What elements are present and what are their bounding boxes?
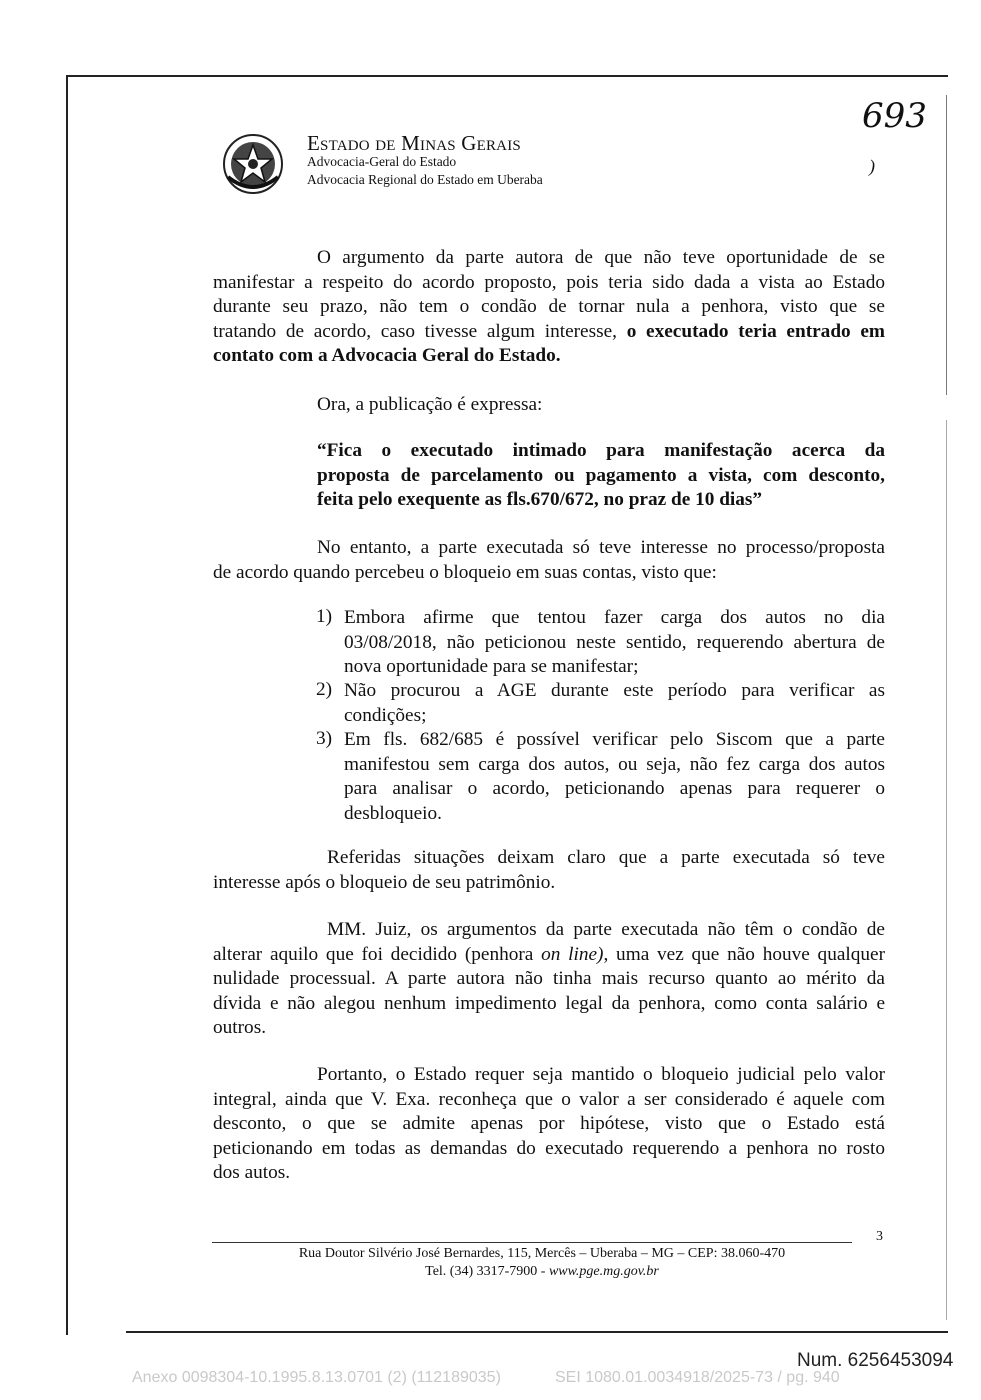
quote-line: proposta de parcelamento ou pagamento a vista, com desconto, xyxy=(317,464,885,486)
frame-bottom-line xyxy=(126,1331,948,1333)
p6-line: integral, ainda que V. Exa. reconheça que o valor a ser considerado é aquele com xyxy=(213,1088,885,1110)
paragraph-1 xyxy=(213,246,885,369)
frame-right-line xyxy=(946,95,947,395)
p6-line: peticionando em todas as demandas do executado requerendo a penhora no rosto xyxy=(213,1137,885,1159)
list-line: nova oportunidade para se manifestar; xyxy=(344,656,639,677)
p5-line: nulidade processual. A parte autora não tinha mais recurso quanto ao mérito da xyxy=(213,968,885,989)
state-coat-of-arms-icon xyxy=(222,133,284,195)
footer-website-link[interactable]: www.pge.mg.gov.br xyxy=(548,1264,659,1279)
regional-office-name: Advocacia Regional do Estado em Uberaba xyxy=(307,172,543,187)
p1-line: tratando de acordo, caso tivesse algum interesse, o executado teria entrado em xyxy=(213,320,885,342)
list-line: manifestou sem carga dos autos, ou seja, não fez carga dos autos xyxy=(344,753,885,775)
sei-stamp: SEI 1080.01.0034918/2025-73 / pg. 940 xyxy=(555,1369,840,1386)
frame-right-line-2 xyxy=(946,420,947,1320)
p3-line: No entanto, a parte executada só teve interesse no processo/proposta xyxy=(317,537,885,558)
list-line: desbloqueio. xyxy=(344,802,442,824)
document-number: Num. 6256453094 xyxy=(797,1350,954,1371)
footer-rule xyxy=(212,1242,852,1243)
list-line: 03/08/2018, não peticionou neste sentido, requerendo abertura de xyxy=(344,631,885,653)
list-text xyxy=(344,606,885,680)
p5-line: outros. xyxy=(213,1017,267,1038)
agency-name: Advocacia-Geral do Estado xyxy=(307,154,457,169)
list-line: Em fls. 682/685 é possível verificar pelo Siscom que a parte xyxy=(344,729,885,750)
annex-stamp: Anexo 0098304-10.1995.8.13.0701 (2) (112189035) xyxy=(132,1369,501,1386)
p5-line: alterar aquilo que foi decidido (penhora on line), uma vez que não houve qualquer xyxy=(213,943,886,965)
p4-line: Referidas situações deixam claro que a parte executada só teve xyxy=(327,847,885,868)
footer-phone: Tel. (34) 3317-7900 - xyxy=(425,1264,549,1279)
paragraph-4 xyxy=(213,846,885,895)
list-line: condições; xyxy=(344,704,427,726)
paragraph-2: Ora, a publicação é expressa: xyxy=(317,394,543,415)
footer-address: Rua Doutor Silvério José Bernardes, 115, Mercês – Uberaba – MG – CEP: 38.060-470 xyxy=(298,1246,786,1261)
p6-line: desconto, o que se admite apenas por hipótese, visto que o Estado está xyxy=(213,1113,885,1134)
p1-line: contato com a Advocacia Geral do Estado. xyxy=(213,345,561,366)
handwritten-page-number: 693 xyxy=(862,96,927,136)
paragraph-5 xyxy=(213,918,885,1041)
list-text xyxy=(344,679,885,728)
list-number: 3) xyxy=(316,728,333,749)
list-text xyxy=(344,728,885,826)
footer-contact xyxy=(212,1264,872,1280)
paragraph-3 xyxy=(213,536,885,585)
p1-line: O argumento da parte autora de que não teve oportunidade de se xyxy=(317,247,885,268)
list-number: 2) xyxy=(316,679,333,700)
quote-line: “Fica o executado intimado para manifestação acerca da xyxy=(317,440,885,461)
list-line: Não procurou a AGE durante este período para verificar as xyxy=(344,680,885,701)
p5-line: MM. Juiz, os argumentos da parte executada não têm o condão de xyxy=(327,919,885,940)
list-line: Embora afirme que tentou fazer carga dos autos no dia xyxy=(344,607,885,628)
p6-line: dos autos. xyxy=(213,1162,291,1183)
list-number: 1) xyxy=(316,606,333,627)
list-line: para analisar o acordo, peticionando apenas para requerer o xyxy=(344,778,885,799)
quoted-publication xyxy=(317,439,885,513)
page-number: 3 xyxy=(876,1229,883,1244)
p4-line: interesse após o bloqueio de seu patrimônio. xyxy=(213,871,556,893)
p6-line: Portanto, o Estado requer seja mantido o bloqueio judicial pelo valor xyxy=(317,1064,885,1085)
frame-left-line xyxy=(66,75,68,1335)
p5-line: dívida e não alegou nenhum impedimento legal da penhora, como conta salário e xyxy=(213,992,885,1014)
handwritten-mark: ) xyxy=(869,156,875,176)
paragraph-6 xyxy=(213,1063,885,1186)
state-name: Estado de Minas Gerais xyxy=(307,131,521,155)
p1-line: manifestar a respeito do acordo proposto, pois teria sido dada a vista ao Estado xyxy=(213,271,885,293)
p1-line: durante seu prazo, não tem o condão de tornar nula a penhora, visto que se xyxy=(213,296,885,317)
p3-line: de acordo quando percebeu o bloqueio em suas contas, visto que: xyxy=(213,561,717,583)
quote-line: feita pelo exequente as fls.670/672, no praz de 10 dias” xyxy=(317,489,763,510)
frame-top-line xyxy=(66,75,948,77)
